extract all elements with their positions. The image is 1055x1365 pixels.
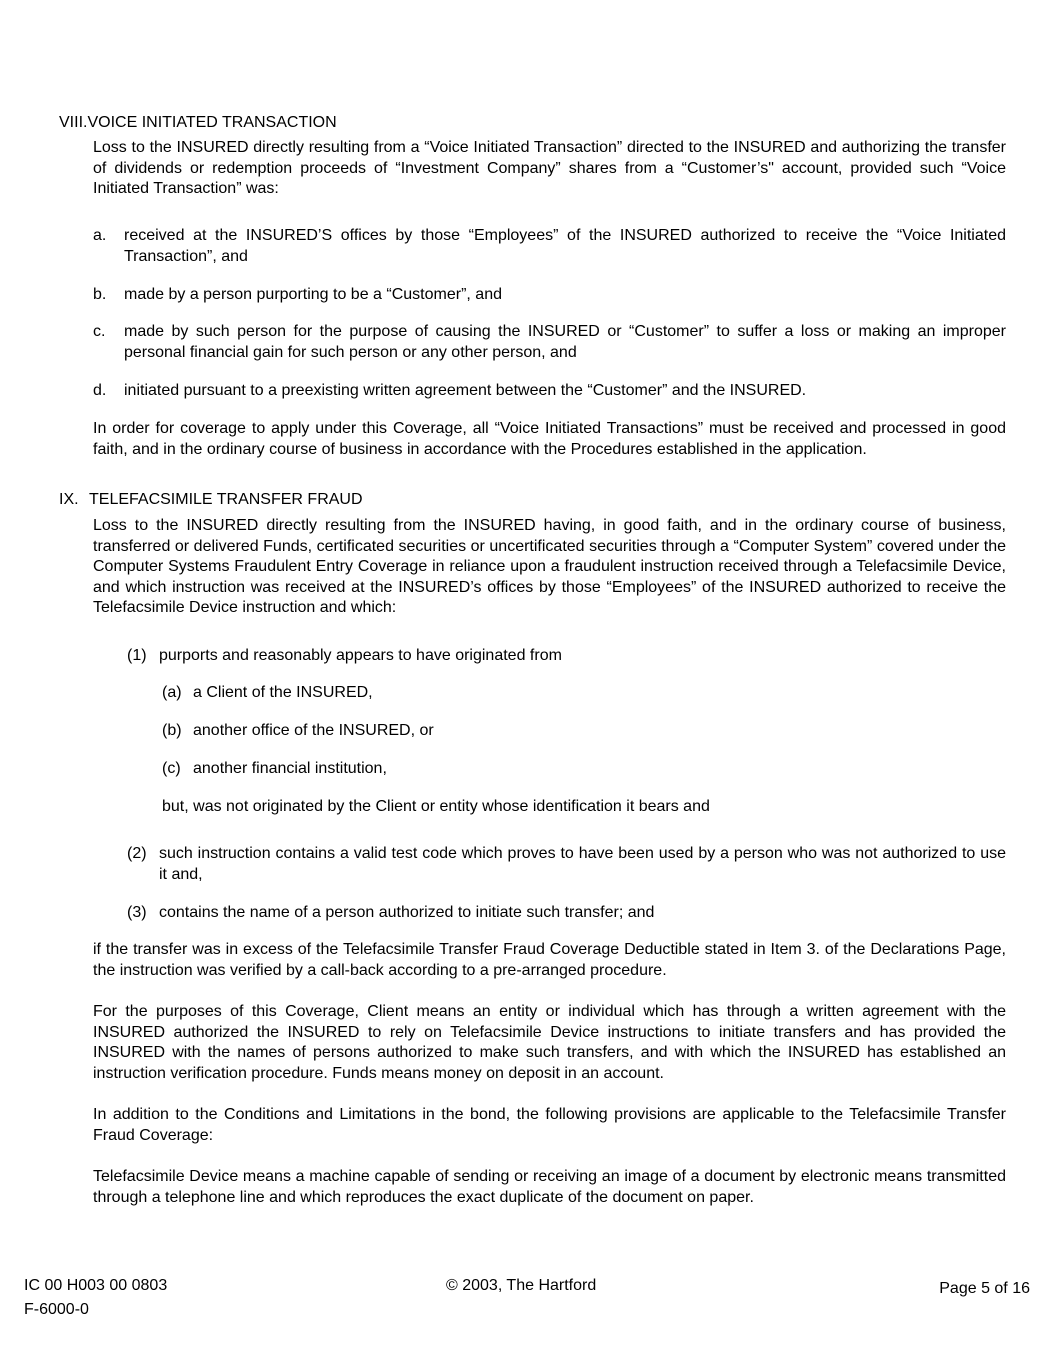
- section-ix-title: TELEFACSIMILE TRANSFER FRAUD: [89, 491, 363, 508]
- sub-list-item: [162, 683, 373, 704]
- sub-list-item-text: another financial institution,: [193, 760, 387, 777]
- list-item-text: contains the name of a person authorized to initiate such transfer; and: [159, 904, 655, 921]
- list-item-label: b.: [93, 286, 107, 303]
- list-item-text: purports and reasonably appears to have originated from: [159, 647, 562, 664]
- list-item: [93, 322, 1006, 363]
- sub-list-item-text: a Client of the INSURED,: [193, 684, 373, 701]
- list-item: [93, 381, 1006, 402]
- list-item-label: (3): [127, 904, 147, 921]
- section-viii-closing: In order for coverage to apply under this Coverage, all “Voice Initiated Transactions” must be received and processed in good faith, and in the ordinary course of business in accordance with the Procedures established in the application.: [93, 420, 1006, 458]
- sub-list-item-text: another office of the INSURED, or: [193, 722, 434, 739]
- list-item: [127, 903, 655, 924]
- footer-form-code: F-6000-0: [24, 1301, 89, 1318]
- section-ix-intro: Loss to the INSURED directly resulting from the INSURED having, in good faith, and in the ordinary course of business, transferred or delivered Funds, certificated securities or uncertificated securities through a “Computer System” covered under the Computer Systems Fraudulent Entry Coverage in reliance upon a fraudulent instruction received through a Telefacsimile Device, and which instruction was received at the INSURED’s offices by those “Employees” of the INSURED authorized to receive the Telefacsimile Device instruction and which:: [93, 517, 1006, 616]
- list-item-text: initiated pursuant to a preexisting written agreement between the “Customer” and the INSURED.: [124, 382, 807, 399]
- sub-list-item-label: (b): [162, 722, 182, 739]
- list-item-label: (2): [127, 845, 147, 862]
- list-item: [93, 226, 1006, 267]
- section-ix-para-4: Telefacsimile Device means a machine capable of sending or receiving an image of a document by electronic means transmitted through a telephone line and which reproduces the exact duplicate of the document on paper.: [93, 1168, 1006, 1206]
- list-item: [127, 844, 1006, 885]
- sub-list-item-label: (a): [162, 684, 182, 701]
- item1-tail: but, was not originated by the Client or entity whose identification it bears and: [162, 798, 710, 815]
- list-item-text: received at the INSURED’S offices by those “Employees” of the INSURED authorized to receive the “Voice Initiated Transaction”, and: [124, 227, 1006, 265]
- section-ix-para-2: For the purposes of this Coverage, Client means an entity or individual which has through a written agreement with the INSURED authorized the INSURED to rely on Telefacsimile Device instructions to initiate transfers and has provided the INSURED with the names of persons authorized to make such transfers, and with which the INSURED has established an instruction verification procedure. Funds means money on deposit in an account.: [93, 1003, 1006, 1082]
- list-item: [93, 285, 1006, 306]
- list-item-label: a.: [93, 227, 107, 244]
- section-viii-intro: Loss to the INSURED directly resulting from a “Voice Initiated Transaction” directed to the INSURED and authorizing the transfer of dividends or redemption proceeds of “Investment Company” shares from a “Customer’s" account, provided such “Voice Initiated Transaction” was:: [93, 139, 1006, 197]
- list-item-label: c.: [93, 323, 106, 340]
- section-ix-heading: [59, 490, 363, 511]
- section-viii-heading: VIII.VOICE INITIATED TRANSACTION: [59, 114, 337, 131]
- list-item: [127, 646, 562, 667]
- sub-list-item: [162, 721, 434, 742]
- section-ix-number: IX.: [59, 491, 79, 508]
- list-item-text: made by such person for the purpose of causing the INSURED or “Customer” to suffer a loss or making an improper personal financial gain for such person or any other person, and: [124, 323, 1006, 361]
- list-item-label: d.: [93, 382, 107, 399]
- list-item-label: (1): [127, 647, 147, 664]
- section-ix-para-3: In addition to the Conditions and Limitations in the bond, the following provisions are applicable to the Telefacsimile Transfer Fraud Coverage:: [93, 1106, 1006, 1144]
- footer-form-number: IC 00 H003 00 0803: [24, 1277, 168, 1294]
- footer-page-number: Page 5 of 16: [939, 1280, 1030, 1297]
- section-ix-para-1: if the transfer was in excess of the Telefacsimile Transfer Fraud Coverage Deductible stated in Item 3. of the Declarations Page, the instruction was verified by a call-back according to a pre-arranged procedure.: [93, 941, 1006, 979]
- sub-list-item: [162, 759, 387, 780]
- sub-list-item-label: (c): [162, 760, 181, 777]
- footer-copyright: © 2003, The Hartford: [446, 1277, 597, 1294]
- list-item-text: such instruction contains a valid test code which proves to have been used by a person who was not authorized to use it and,: [159, 845, 1006, 883]
- list-item-text: made by a person purporting to be a “Customer”, and: [124, 286, 502, 303]
